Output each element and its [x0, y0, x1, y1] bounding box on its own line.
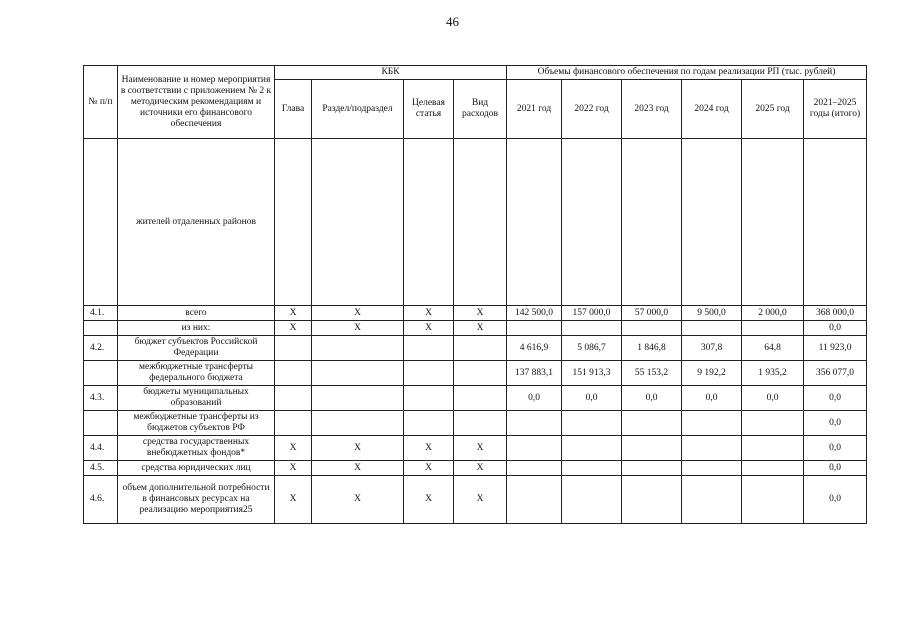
continuation-text: жителей отдаленных районов — [118, 139, 275, 306]
table-row: 4.3. бюджеты муниципальных образований 0,0 0,0 0,0 0,0 0,0 0,0 — [84, 386, 867, 411]
table-row: 4.5. средства юридических лиц X X X X 0,0 — [84, 461, 867, 476]
header-vid: Вид расходов — [454, 80, 507, 139]
continuation-row — [84, 139, 867, 306]
table-row: 4.4. средства государственных внебюджетных фондов* X X X X 0,0 — [84, 436, 867, 461]
table-row: 4.2. бюджет субъектов Российской Федерации 4 616,9 5 086,7 1 846,8 307,8 64,8 11 923,0 — [84, 336, 867, 361]
header-statya: Целевая статья — [404, 80, 454, 139]
table-row: из них: X X X X 0,0 — [84, 321, 867, 336]
header-2021: 2021 год — [507, 80, 562, 139]
header-total: 2021–2025 годы (итого) — [804, 80, 867, 139]
table-row: 4.6. объем дополнительной потребности в финансовых ресурсах на реализацию мероприятия25 X X X X 0,0 — [84, 476, 867, 524]
financing-table — [83, 65, 867, 524]
header-num: № п/п — [84, 66, 118, 139]
header-razdel: Раздел/подраздел — [312, 80, 404, 139]
page-number: 46 — [446, 14, 459, 29]
header-2025: 2025 год — [742, 80, 804, 139]
table-row: 4.1. всего X X X X 142 500,0 157 000,0 57 000,0 9 500,0 2 000,0 368 000,0 — [84, 306, 867, 321]
header-glava: Глава — [275, 80, 312, 139]
header-2024: 2024 год — [682, 80, 742, 139]
header-volumes: Объемы финансового обеспечения по годам реализации РП (тыс. рублей) — [507, 66, 867, 80]
header-2023: 2023 год — [622, 80, 682, 139]
table-row: межбюджетные трансферты из бюджетов субъектов РФ 0,0 — [84, 411, 867, 436]
header-kbk: КБК — [275, 66, 507, 80]
table-row: межбюджетные трансферты федерального бюджета 137 883,1 151 913,3 55 153,2 9 192,2 1 935,2 356 077,0 — [84, 361, 867, 386]
header-2022: 2022 год — [562, 80, 622, 139]
header-name: Наименование и номер мероприятия в соответствии с приложением № 2 к методическим рекомендациям и источники его финансового обеспечения — [118, 66, 275, 139]
